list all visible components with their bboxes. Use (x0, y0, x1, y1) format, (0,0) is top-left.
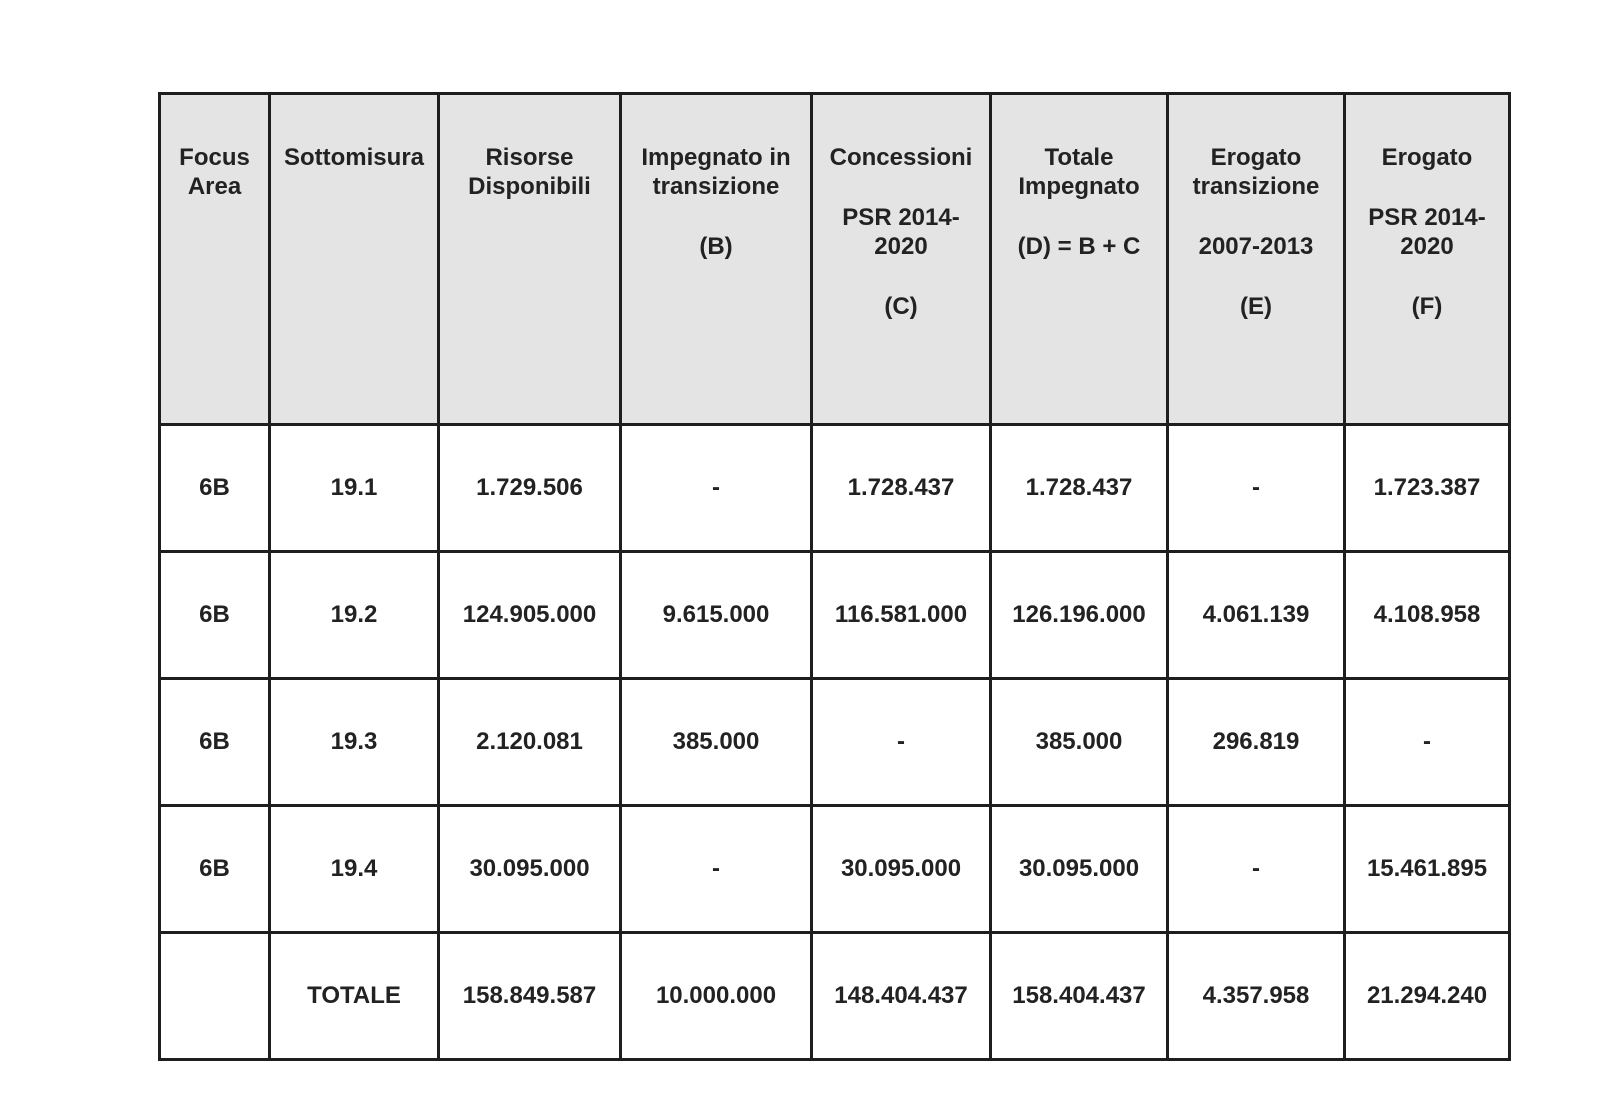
header-risorse-disponibili (439, 94, 621, 425)
header-sottomisura (270, 94, 439, 425)
header-line: Impegnato in (641, 144, 791, 171)
header-spacer (1350, 261, 1504, 292)
header-line: Concessioni (829, 144, 973, 171)
header-line: PSR 2014- (842, 204, 960, 231)
header-line: (C) (884, 293, 918, 320)
header-spacer (1173, 201, 1339, 232)
cell-impegnato-transizione: 10.000.000 (621, 933, 812, 1060)
header-line: Sottomisura (283, 144, 424, 171)
header-line: Impegnato (1018, 173, 1140, 200)
cell-totale-impegnato: 30.095.000 (991, 806, 1168, 933)
cell-totale-label: TOTALE (270, 933, 439, 1060)
header-totale-impegnato (991, 94, 1168, 425)
header-line: PSR 2014- (1368, 204, 1486, 231)
cell-totale-impegnato: 126.196.000 (991, 552, 1168, 679)
cell-erogato-psr: 15.461.895 (1345, 806, 1510, 933)
header-spacer (996, 201, 1162, 232)
header-line: transizione (1192, 173, 1320, 200)
header-line: Risorse (485, 144, 574, 171)
cell-erogato-transizione: - (1168, 425, 1345, 552)
cell-concessioni: 1.728.437 (812, 425, 991, 552)
cell-risorse-disponibili: 2.120.081 (439, 679, 621, 806)
header-focus-area (160, 94, 270, 425)
header-line: Area (187, 173, 242, 200)
cell-concessioni: 148.404.437 (812, 933, 991, 1060)
cell-erogato-transizione: 4.357.958 (1168, 933, 1345, 1060)
cell-sottomisura: 19.1 (270, 425, 439, 552)
cell-totale-impegnato: 158.404.437 (991, 933, 1168, 1060)
header-erogato-psr (1345, 94, 1510, 425)
cell-impegnato-transizione: - (621, 806, 812, 933)
header-line: Focus (179, 144, 250, 171)
header-line: Erogato (1210, 144, 1302, 171)
cell-totale-impegnato: 1.728.437 (991, 425, 1168, 552)
cell-erogato-psr: 21.294.240 (1345, 933, 1510, 1060)
cell-focus-area (160, 933, 270, 1060)
header-impegnato-transizione (621, 94, 812, 425)
cell-focus-area: 6B (160, 679, 270, 806)
header-line: transizione (652, 173, 780, 200)
table-row (160, 425, 1510, 552)
table-total-row (160, 933, 1510, 1060)
summary-table (158, 92, 1511, 1061)
cell-focus-area: 6B (160, 425, 270, 552)
cell-focus-area: 6B (160, 552, 270, 679)
cell-risorse-disponibili: 124.905.000 (439, 552, 621, 679)
cell-erogato-transizione: 4.061.139 (1168, 552, 1345, 679)
header-spacer (817, 172, 985, 203)
cell-risorse-disponibili: 1.729.506 (439, 425, 621, 552)
table-header-row (160, 94, 1510, 425)
table-row (160, 806, 1510, 933)
cell-impegnato-transizione: 385.000 (621, 679, 812, 806)
header-spacer (1173, 261, 1339, 292)
cell-erogato-transizione: - (1168, 806, 1345, 933)
cell-totale-impegnato: 385.000 (991, 679, 1168, 806)
cell-erogato-transizione: 296.819 (1168, 679, 1345, 806)
cell-erogato-psr: 1.723.387 (1345, 425, 1510, 552)
cell-concessioni: 116.581.000 (812, 552, 991, 679)
table-row (160, 679, 1510, 806)
table-row (160, 552, 1510, 679)
header-line: Totale (1044, 144, 1114, 171)
header-erogato-transizione (1168, 94, 1345, 425)
cell-erogato-psr: 4.108.958 (1345, 552, 1510, 679)
cell-concessioni: - (812, 679, 991, 806)
header-line: 2020 (1400, 233, 1454, 260)
header-line: Erogato (1381, 144, 1473, 171)
cell-concessioni: 30.095.000 (812, 806, 991, 933)
summary-table-container (158, 92, 1508, 1011)
header-line: 2007-2013 (1198, 233, 1314, 260)
header-spacer (817, 261, 985, 292)
cell-impegnato-transizione: - (621, 425, 812, 552)
header-line: (F) (1411, 293, 1443, 320)
cell-risorse-disponibili: 30.095.000 (439, 806, 621, 933)
cell-risorse-disponibili: 158.849.587 (439, 933, 621, 1060)
header-line: (B) (699, 233, 733, 260)
header-line: Disponibili (468, 173, 591, 200)
cell-focus-area: 6B (160, 806, 270, 933)
header-spacer (626, 201, 806, 232)
header-line: (E) (1240, 293, 1272, 320)
header-line: (D) = B + C (1017, 233, 1141, 260)
cell-impegnato-transizione: 9.615.000 (621, 552, 812, 679)
header-line: 2020 (874, 233, 928, 260)
header-spacer (1350, 172, 1504, 203)
cell-sottomisura: 19.3 (270, 679, 439, 806)
cell-sottomisura: 19.2 (270, 552, 439, 679)
cell-sottomisura: 19.4 (270, 806, 439, 933)
cell-erogato-psr: - (1345, 679, 1510, 806)
header-concessioni (812, 94, 991, 425)
